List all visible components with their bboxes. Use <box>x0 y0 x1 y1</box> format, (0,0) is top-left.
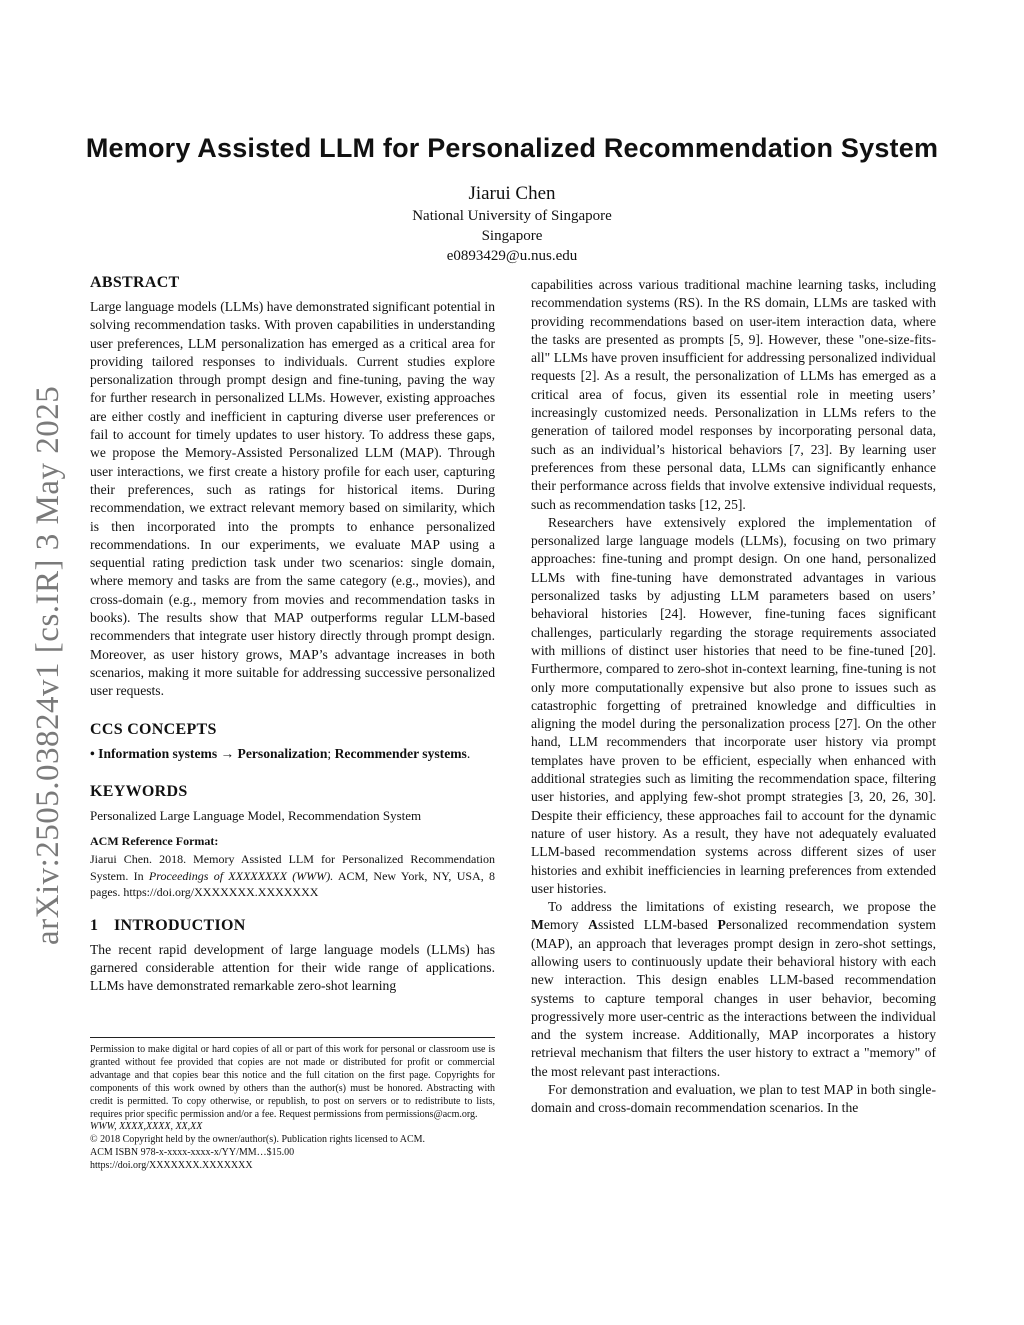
author-location: Singapore <box>481 228 543 244</box>
intro-paragraph-4: For demonstration and evaluation, we plan to test MAP in both single-domain and cross-domain recommendation scenarios. In the <box>531 1082 936 1116</box>
acm-reference-post: ACM, New York, NY, USA, 8 pages. https://doi.org/XXXXXXX.XXXXXXX <box>90 868 495 900</box>
acm-reference-label: ACM Reference Format: <box>90 834 219 849</box>
p3-letter-p: P <box>717 917 726 933</box>
copyright-footnote <box>90 1037 495 1173</box>
acm-reference-text <box>90 851 495 901</box>
ccs-heading: CCS CONCEPTS <box>90 720 217 738</box>
ccs-arrow: → <box>220 745 235 761</box>
p3-emory: emory <box>543 917 589 933</box>
ccs-personalization: Personalization <box>237 745 328 761</box>
author-block <box>0 182 1024 266</box>
ccs-recommender-systems: Recommender systems <box>334 745 467 761</box>
keywords-text: Personalized Large Language Model, Recommendation System <box>90 807 422 823</box>
introduction-title: INTRODUCTION <box>114 916 246 934</box>
arxiv-identifier-stamp: arXiv:2505.03824v1 [cs.IR] 3 May 2025 <box>30 385 66 945</box>
conference-line: WWW, XXXX,XXXX, XX,XX <box>90 1121 203 1133</box>
acm-reference-venue: Proceedings of XXXXXXXX (WWW). <box>148 868 334 883</box>
right-column <box>531 276 936 1118</box>
keywords-heading: KEYWORDS <box>90 782 188 800</box>
intro-paragraph-1-start: The recent rapid development of large language models (LLMs) has garnered considerable attention for their wide range of applications. LLMs have demonstrated remarkable zero-shot learning <box>90 941 495 994</box>
author-name: Jiarui Chen <box>468 183 556 204</box>
permission-notice: Permission to make digital or hard copies of all or part of this work for personal or classroom use is granted without fee provided that copies are not made or distributed for profit or commercial advantage and that copies bear this notice and the full citation on the first page. Copyrights for components of this work owned by others than the author(s) must be honored. Abstracting with credit is permitted. To copy otherwise, or republish, to post on servers or to redistribute to lists, requires prior specific permission and/or a fee. Request permissions from permissions@acm.org. <box>90 1044 495 1120</box>
doi-line[interactable]: https://doi.org/XXXXXXX.XXXXXXX <box>90 1160 253 1172</box>
introduction-heading <box>90 917 495 935</box>
p3-ssisted: ssisted LLM-based <box>597 917 718 933</box>
ccs-information-systems: Information systems <box>98 745 218 761</box>
p3-letter-a: A <box>588 917 598 933</box>
author-email[interactable]: e0893429@u.nus.edu <box>446 248 578 264</box>
ccs-semicolon: ; <box>327 745 332 761</box>
ccs-period: . <box>466 745 471 761</box>
ccs-concepts-line <box>90 745 495 763</box>
p3-rest: ersonalized recommendation system (MAP), an approach that leverages prompt design in zero-shot settings, allowing users to continuously update their behavioral history with each new interaction. This design enables LLM-based recommendation systems to capture temporal changes in user behavior, becoming progressively more user-centric as the interactions between the individual and the system increase. Additionally, MAP incorporates a history retrieval mechanism that filters the user history to extract a "memory" of the most relevant past interactions. <box>531 917 936 1079</box>
copyright-line: © 2018 Copyright held by the owner/author(s). Publication rights licensed to ACM. <box>90 1134 426 1146</box>
ccs-bullet: • <box>90 745 95 761</box>
author-affiliation: National University of Singapore <box>412 208 612 224</box>
intro-paragraph-3 <box>531 898 936 1081</box>
p3-letter-m: M <box>531 917 544 933</box>
p3-lead: To address the limitations of existing research, we propose the <box>548 899 936 915</box>
isbn-line: ACM ISBN 978-x-xxxx-xxxx-x/YY/MM…$15.00 <box>90 1147 295 1159</box>
abstract-heading: ABSTRACT <box>90 274 180 291</box>
paper-title: Memory Assisted LLM for Personalized Recommendation System <box>85 133 939 163</box>
acm-reference-pre: Jiarui Chen. 2018. Memory Assisted LLM for Personalized Recommendation System. In <box>90 852 495 883</box>
left-column <box>90 274 495 996</box>
abstract-text: Large language models (LLMs) have demonstrated significant potential in solving recommendation tasks. With proven capabilities in understanding user preferences, LLM personalization has emerged as a critical area for providing tailored responses to individuals. Current studies explore personalization through prompt design and fine-tuning, paving the way for further research in personalized LLMs. However, existing approaches are either costly and inefficient in capturing diverse user preferences or fail to account for timely updates to user history. To address these gaps, we propose the Memory-Assisted Personalized LLM (MAP). Through user interactions, we first create a history profile for each user, capturing their preferences, such as ratings for historical items. During recommendation, we extract relevant memory based on similarity, which is then incorporated into the prompts to enhance personalized recommendations. In our experiments, we evaluate MAP using a sequential rating prediction task under two scenarios: single domain, where memory and tasks are from the same category (e.g., movies), and cross-domain (e.g., memory from movies and recommendation tasks in books). The results show that MAP outperforms regular LLM-based recommenders that integrate user history directly through prompt design. Moreover, as user history grows, MAP’s advantage increases in both scenarios, making it more suitable for addressing successive personalized user requests. <box>90 299 495 699</box>
intro-paragraph-2: Researchers have extensively explored the implementation of personalized large language models (LLMs), focusing on two primary approaches: fine-tuning and prompt design. On one hand, personalized LLMs with fine-tuning have demonstrated advantages in various personalized tasks by adjusting LLM parameters based on users’ behavioral histories [24]. However, fine-tuning faces significant challenges, particularly regarding the storage requirements associated with millions of distinct user histories that need to be fine-tuned [20]. Furthermore, compared to zero-shot in-context learning, fine-tuning is not only more computationally expensive but also prone to issues such as catastrophic forgetting of pretrained knowledge and difficulties in aligning the model during the personalization process [27]. On the other hand, LLM recommenders that incorporate user history via prompt templates have proven to be efficient, especially when enhanced with additional strategies such as limiting the recommendation space, filtering user histories, and applying few-shot prompt strategies [3, 20, 26, 30]. Despite their efficiency, these approaches fail to account for the dynamic nature of user history. As a result, they have not adequately evaluated LLM-based recommendation systems across different sizes of user histories and exhibit inefficiencies in learning preferences from extended user histories. <box>531 514 936 896</box>
intro-paragraph-1-continued: capabilities across various traditional machine learning tasks, including recommendation systems (RS). In the RS domain, LLMs are tasked with providing recommendations based on user-item interaction data, where the tasks are presented as prompts [5, 9]. However, these "one-size-fits-all" LLMs have proven insufficient for addressing personalized individual requests [2]. As a result, the personalization of LLMs has emerged as a critical area of focus, given its essential role in meeting users’ increasingly customized needs. Personalization in LLMs refers to the generation of tailored model responses by incorporating personal data, such as an individual’s historical behaviors [7, 23]. By learning user preferences from these personal data, LLMs can significantly enhance their performance across fields that involve extensive individual requests, such as recommendation tasks [12, 25]. <box>531 277 936 512</box>
introduction-number: 1 <box>90 916 99 934</box>
